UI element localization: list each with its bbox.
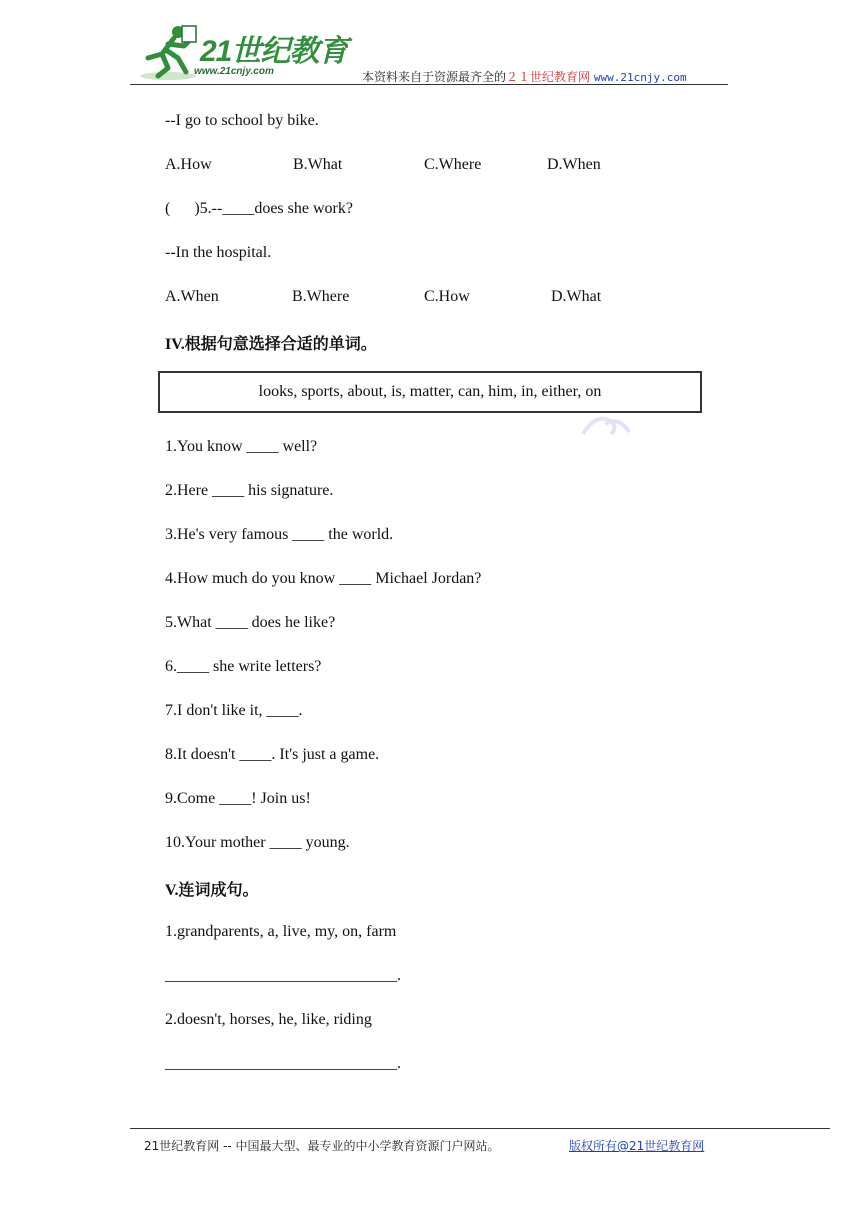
section4-item-3: 3.He's very famous ____ the world. — [165, 526, 394, 543]
section5-item-2-words: 2.doesn't, horses, he, like, riding — [165, 1011, 372, 1028]
section5-item-1-blank: _____________________________. — [165, 967, 401, 984]
footer-text: 21世纪教育网 -- 中国最大型、最专业的中小学教育资源门户网站。 — [144, 1139, 500, 1153]
section4-item-4: 4.How much do you know ____ Michael Jordan? — [165, 570, 482, 587]
section4-item-10: 10.Your mother ____ young. — [165, 834, 350, 851]
q5-option-a: A.When — [165, 288, 219, 305]
header-note-prefix: 本资料来自于资源最齐全的 — [362, 70, 507, 84]
section5-item-2-blank: _____________________________. — [165, 1055, 401, 1072]
q4-option-d: D.When — [547, 156, 601, 173]
section4-item-6: 6.____ she write letters? — [165, 658, 322, 675]
section-5-title: V.连词成句。 — [165, 882, 259, 899]
section4-item-9: 9.Come ____! Join us! — [165, 790, 311, 807]
header-note-url[interactable]: www.21cnjy.com — [593, 71, 687, 84]
header-divider — [130, 84, 728, 85]
section4-item-8: 8.It doesn't ____. It's just a game. — [165, 746, 380, 763]
running-figure-icon — [138, 24, 202, 82]
section5-item-1-words: 1.grandparents, a, live, my, on, farm — [165, 923, 397, 940]
site-logo — [138, 24, 348, 84]
word-bank-box — [158, 371, 702, 413]
footer-copyright-link[interactable]: 版权所有@21世纪教育网 — [569, 1139, 705, 1153]
q5-answer: --In the hospital. — [165, 244, 272, 261]
footer-divider — [130, 1128, 830, 1129]
watermark-icon — [575, 410, 635, 440]
section4-item-2: 2.Here ____ his signature. — [165, 482, 334, 499]
q5-stem: ( )5.--____does she work? — [165, 200, 353, 217]
section-4-title: IV.根据句意选择合适的单词。 — [165, 336, 377, 353]
q4-option-a: A.How — [165, 156, 212, 173]
header-note — [362, 68, 687, 85]
q4-option-c: C.Where — [424, 156, 482, 173]
logo-url: www.21cnjy.com — [194, 66, 274, 77]
section4-item-5: 5.What ____ does he like? — [165, 614, 336, 631]
q4-answer: --I go to school by bike. — [165, 112, 319, 129]
q5-option-c: C.How — [424, 288, 470, 305]
word-bank-text: looks, sports, about, is, matter, can, him, in, either, on — [258, 383, 602, 400]
q5-option-d: D.What — [551, 288, 602, 305]
q5-option-b: B.Where — [292, 288, 350, 305]
logo-text: 21世纪教育 — [200, 35, 348, 68]
q4-option-b: B.What — [293, 156, 343, 173]
header-note-site: ２１世纪教育网 — [506, 70, 591, 84]
section4-item-1: 1.You know ____ well? — [165, 438, 318, 455]
section4-item-7: 7.I don't like it, ____. — [165, 702, 303, 719]
